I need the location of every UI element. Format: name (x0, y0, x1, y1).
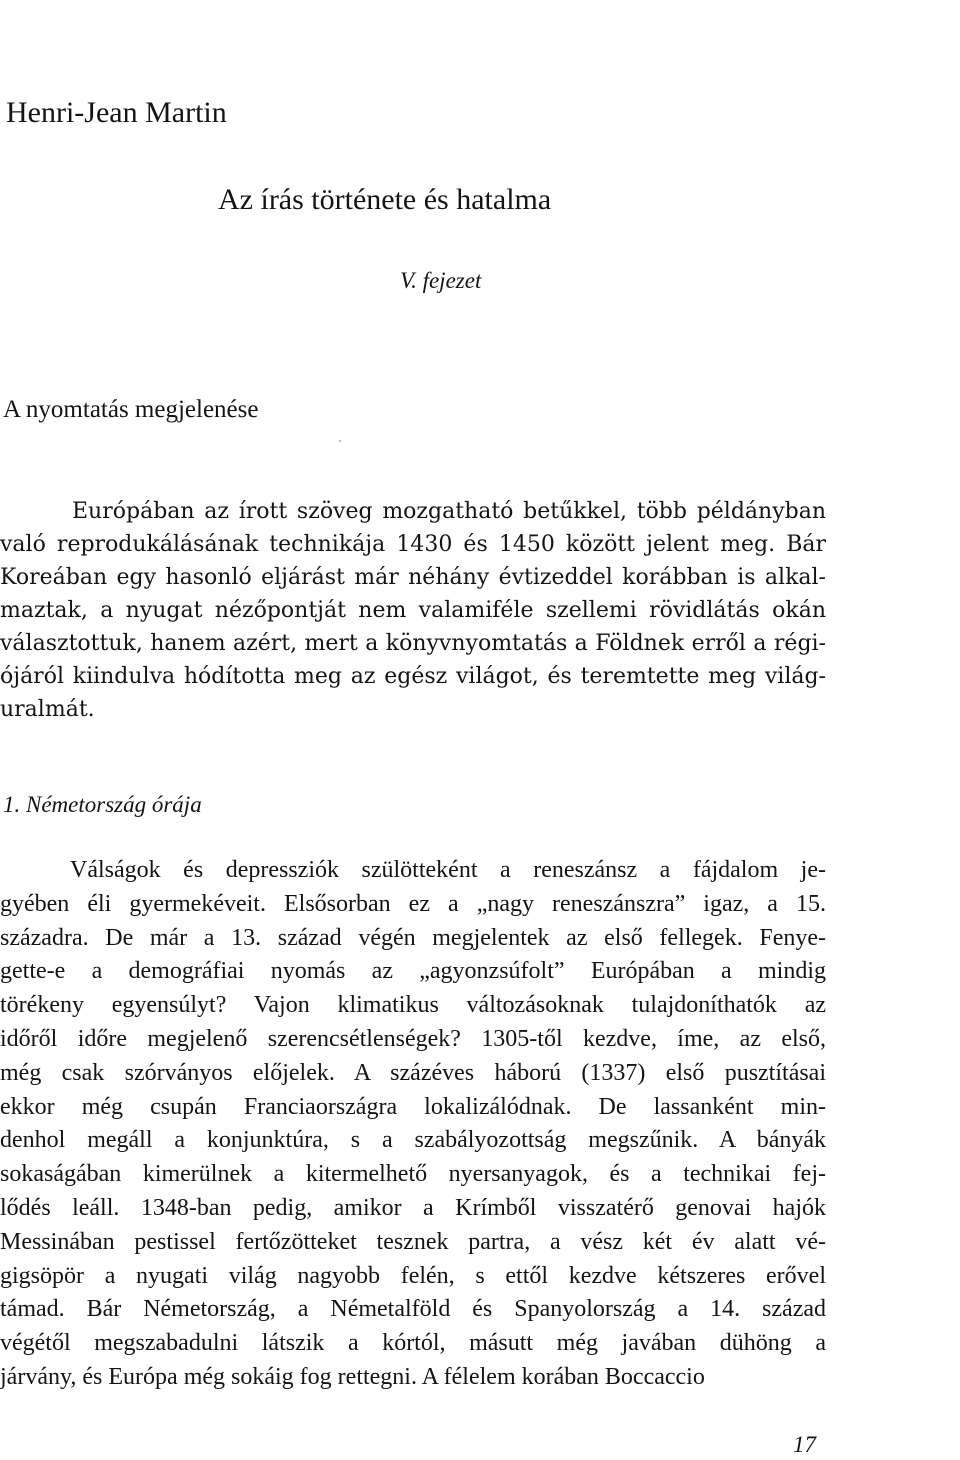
chapter-label: V. fejezet (400, 268, 482, 293)
paragraph-line: időről időre megjelenő szerencsétlenségek? 1305-től kezdve, íme, az első, (0, 1025, 826, 1052)
scan-speck (339, 440, 341, 442)
paragraph-line: gyében éli gyermekéveit. Elsősorban ez a „nagy reneszánszra” igaz, a 15. (0, 890, 826, 917)
paragraph-line: Koreában egy hasonló eljárást már néhány évtizeddel korábban is alkal- (0, 565, 826, 590)
paragraph-line: még csak szórványos előjelek. A százéves háború (1337) első pusztításai (0, 1059, 826, 1086)
paragraph-line: Messinában pestissel fertőzötteket tesznek partra, a vész két év alatt vé- (0, 1228, 826, 1255)
subsection-heading: 1. Németország órája (3, 792, 202, 817)
paragraph-line: Európában az írott szöveg mozgatható betűkkel, több példányban (72, 499, 826, 524)
paragraph-line: maztak, a nyugat nézőpontját nem valamiféle szellemi rövidlátás okán (0, 598, 826, 623)
book-title: Az írás története és hatalma (218, 183, 552, 216)
paragraph-line: sokaságában kimerülnek a kitermelhető nyersanyagok, és a technikai fej- (0, 1161, 826, 1188)
paragraph-line: való reprodukálásának technikája 1430 és 1450 között jelent meg. Bár (0, 532, 826, 557)
paragraph-line: századra. De már a 13. század végén megjelentek az első fellegek. Fenye- (0, 924, 826, 951)
author-name: Henri-Jean Martin (6, 96, 227, 129)
paragraph-line: támad. Bár Németország, a Németalföld és Spanyolország a 14. század (0, 1296, 826, 1323)
paragraph-line: járvány, és Európa még sokáig fog rettegni. A félelem korában Boccaccio (0, 1363, 705, 1390)
paragraph-line: Válságok és depressziók szülötteként a reneszánsz a fájdalom je- (70, 857, 826, 883)
paragraph-line: denhol megáll a konjunktúra, s a szabályozottság megszűnik. A bányák (0, 1127, 826, 1154)
paragraph-line: törékeny egyensúlyt? Vajon klimatikus változásoknak tulajdoníthatók az (0, 992, 826, 1019)
paragraph-line: ójáról kiindulva hódította meg az egész világot, és teremtette meg világ- (0, 664, 826, 689)
body-paragraph (0, 854, 826, 1395)
paragraph-line: végétől megszabadulni látszik a kórtól, másutt még javában dühöng a (0, 1330, 826, 1357)
intro-paragraph (0, 495, 826, 726)
section-heading: A nyomtatás megjelenése (3, 396, 259, 423)
paragraph-line: gigsöpör a nyugati világ nagyobb felén, s ettől kezdve kétszeres erővel (0, 1262, 826, 1289)
paragraph-line: választottuk, hanem azért, mert a könyvnyomtatás a Földnek erről a régi- (0, 631, 826, 656)
paragraph-line: gette-e a demográfiai nyomás az „agyonzsúfolt” Európában a mindig (0, 958, 826, 985)
paragraph-line: ekkor még csupán Franciaországra lokalizálódnak. De lassanként min- (0, 1093, 826, 1120)
paragraph-line: lődés leáll. 1348-ban pedig, amikor a Krímből visszatérő genovai hajók (0, 1194, 826, 1221)
paragraph-line: uralmát. (0, 697, 95, 722)
page-number: 17 (793, 1432, 816, 1457)
